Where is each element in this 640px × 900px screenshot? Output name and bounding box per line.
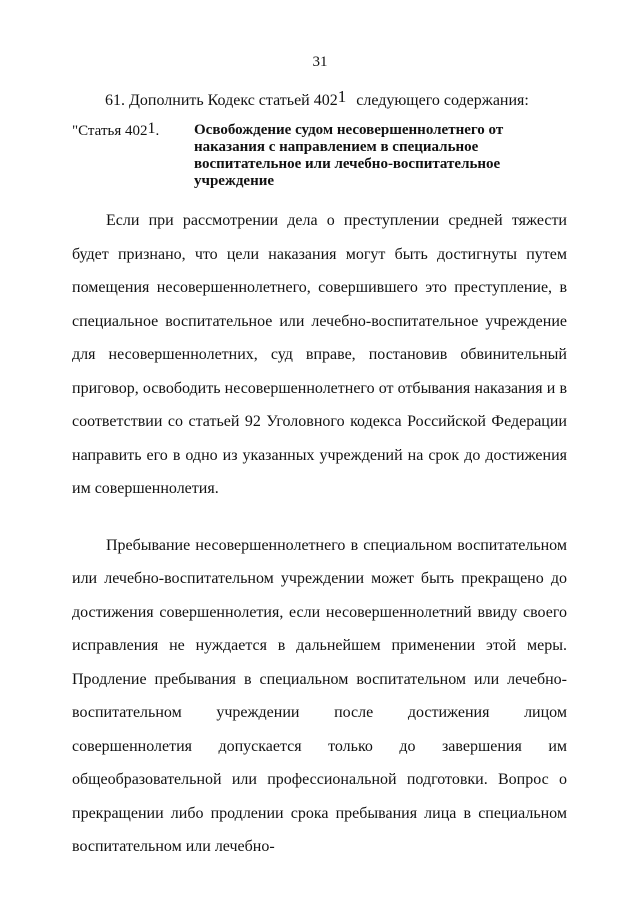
article-label: "Статья 402 [72, 123, 148, 139]
paragraph-1: Если при рассмотрении дела о преступлении средней тяжести будет признано, что цели наказания могут быть достигнуты путем помещения несовершеннолетнего, совершившего это преступление, в специальное воспитательное или лечебно-воспитательное учреждение для несовершеннолетних, суд вправе, постановив обвинительный приговор, освободить несовершеннолетнего от отбывания наказания и в соответствии со статьей 92 Уголовного кодекса Российской Федерации направить его в одно из указанных учреждений на срок до достижения им совершеннолетия. [72, 212, 567, 497]
article-dot: . [155, 123, 160, 139]
paragraph-2: Пребывание несовершеннолетнего в специальном воспитательном или лечебно-воспитательном учреждении может быть прекращено до достижения совершеннолетия, если несовершеннолетний ввиду своего исправления не нуждается в дальнейшем применении этой меры. Продление пребывания в специальном воспитательном или лечебно-воспитательном учреждении после достижения лицом совершеннолетия допускается только до завершения им общеобразовательной или профессиональной подготовки. Вопрос о прекращении либо продлении срока пребывания лица в специальном воспитательном или лечебно- [72, 536, 567, 855]
article-superscript: 1 [147, 120, 156, 137]
page-number: 31 [312, 54, 328, 70]
amendment-article-superscript: 1 [337, 87, 347, 106]
article-number [72, 122, 159, 140]
amendment-tail: следующего содержания: [356, 92, 529, 109]
amendment-line [105, 87, 529, 110]
article-body [72, 204, 567, 864]
amendment-text: 61. Дополнить Кодекс статьей 402 [105, 92, 338, 109]
article-title: Освобождение судом несовершеннолетнего от наказания с направлением в специальное воспитательное или лечебно-воспитательное учреждение [194, 122, 504, 189]
